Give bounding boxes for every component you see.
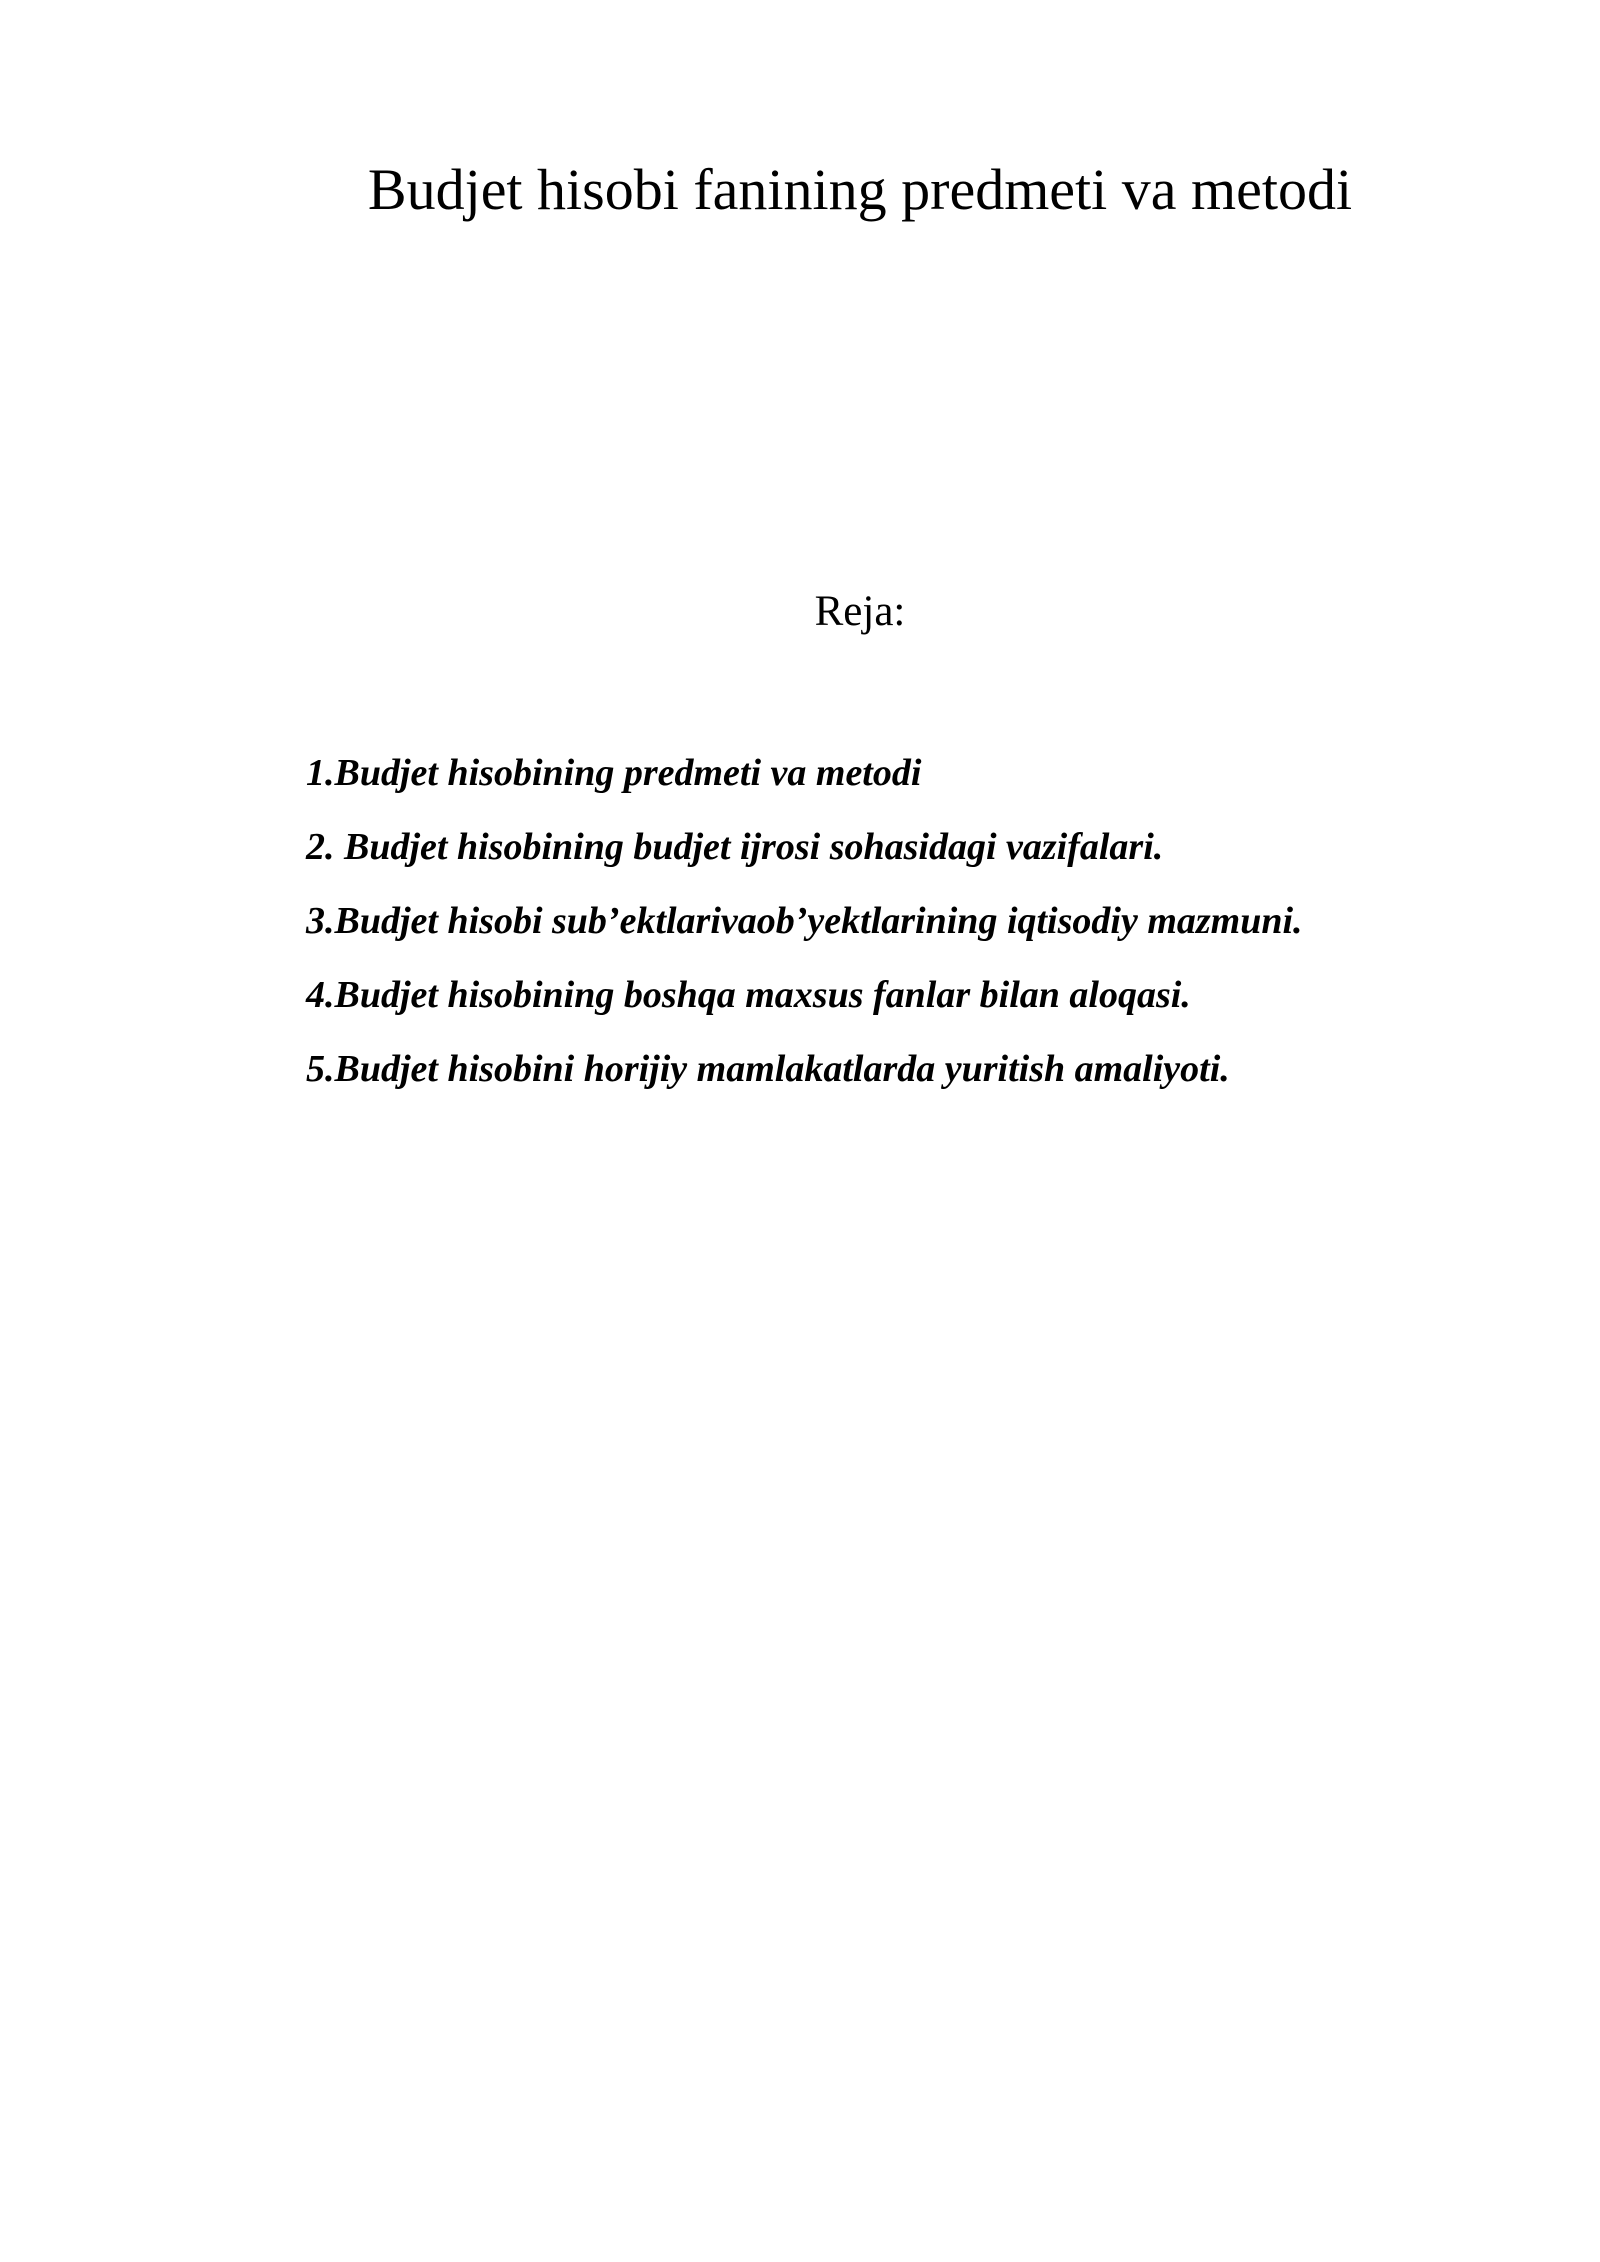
- plan-item-3: 3.Budjet hisobi sub’ektlarivaob’yektlarining iqtisodiy mazmuni.: [306, 900, 1303, 942]
- plan-item-1: 1.Budjet hisobining predmeti va metodi: [306, 752, 922, 794]
- plan-item-4: 4.Budjet hisobining boshqa maxsus fanlar bilan aloqasi.: [306, 974, 1191, 1016]
- plan-item-2: 2. Budjet hisobining budjet ijrosi sohasidagi vazifalari.: [306, 826, 1164, 868]
- plan-heading: Reja:: [814, 588, 906, 635]
- plan-item-5: 5.Budjet hisobini horijiy mamlakatlarda yuritish amaliyoti.: [306, 1048, 1230, 1090]
- plan-list: [306, 748, 1566, 1118]
- document-title: Budjet hisobi fanining predmeti va metodi: [367, 157, 1353, 222]
